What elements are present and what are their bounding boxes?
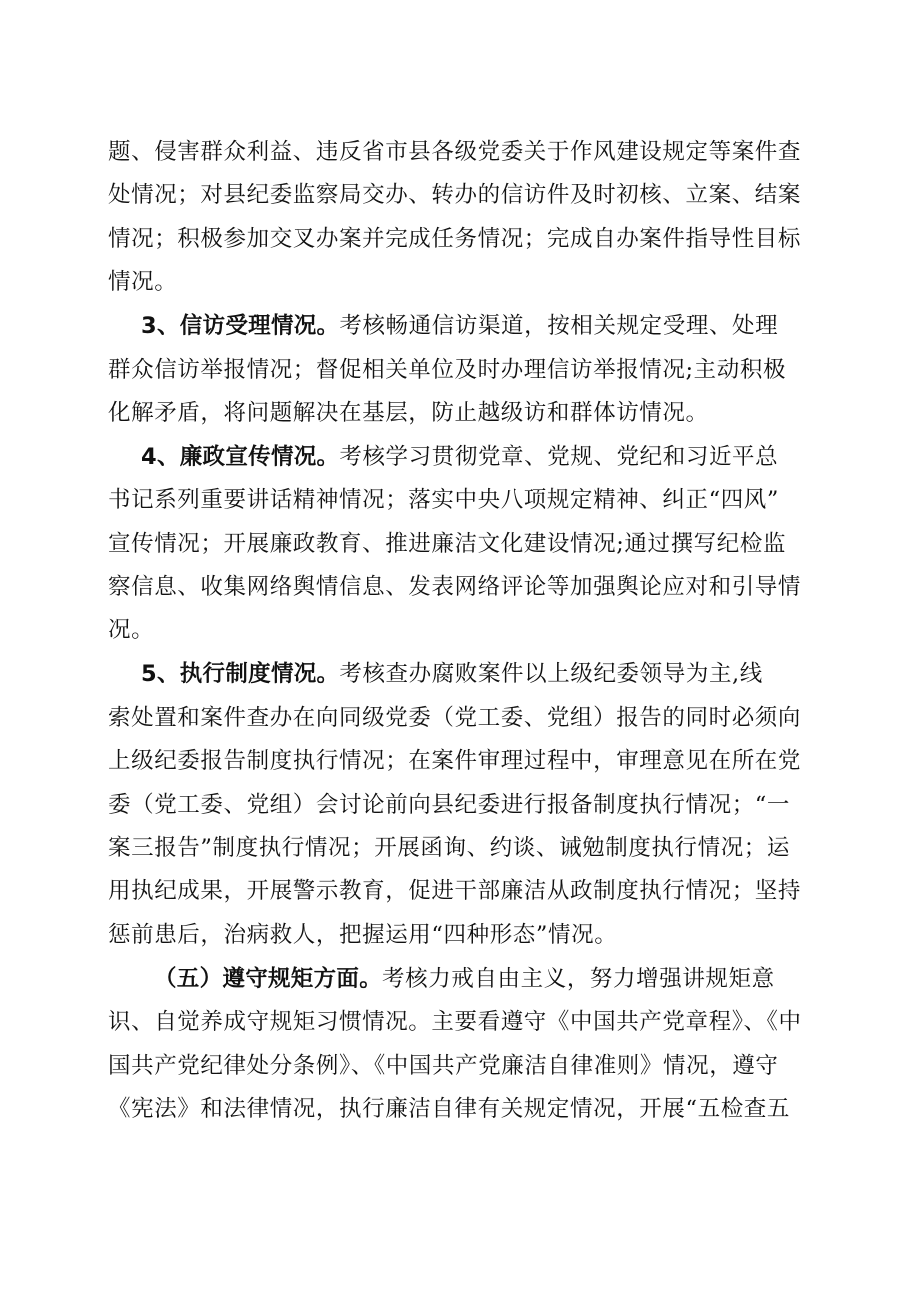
text-line: 惩前患后，治病救人，把握运用“四种形态”情况。 (108, 921, 618, 948)
text-line: 上级纪委报告制度执行情况；在案件审理过程中，审理意见在所在党 (108, 748, 802, 775)
paragraph-case-handling-continued (108, 131, 808, 305)
text-line: 情况。 (108, 269, 178, 296)
text-line: 索处置和案件查办在向同级党委（党工委、党组）报告的同时必须向 (108, 704, 802, 731)
text-line (108, 653, 808, 696)
section-heading: 5、执行制度情况。 (141, 661, 340, 688)
paragraph-petition-handling (108, 305, 808, 435)
text-line (108, 436, 808, 479)
text-line: 情况；积极参加交叉办案并完成任务情况；完成自办案件指导性目标 (108, 225, 802, 252)
section-heading: （五）遵守规矩方面。 (154, 965, 383, 992)
text-line: 宣传情况；开展廉政教育、推进廉洁文化建设情况;通过撰写纪检监 (108, 530, 787, 557)
paragraph-rules-compliance (108, 958, 808, 1132)
text-line: 委（党工委、党组）会讨论前向县纪委进行报备制度执行情况；“一 (108, 791, 791, 818)
text-line: 化解矛盾，将问题解决在基层，防止越级访和群体访情况。 (108, 399, 709, 426)
text-run: 考核畅通信访渠道，按相关规定受理、处理 (339, 313, 779, 340)
text-line: 群众信访举报情况；督促相关单位及时办理信访举报情况;主动积极 (108, 356, 787, 383)
text-line (108, 305, 808, 348)
paragraph-integrity-publicity (108, 436, 808, 653)
text-line: 察信息、收集网络舆情信息、发表网络评论等加强舆论应对和引导情 (108, 574, 802, 601)
section-heading: 3、信访受理情况。 (141, 313, 340, 340)
text-line: 识、自觉养成守规矩习惯情况。主要看遵守《中国共产党章程》、《中 (108, 1009, 802, 1036)
text-line: 国共产党纪律处分条例》、《中国共产党廉洁自律准则》情况，遵守 (108, 1052, 779, 1079)
text-run: 考核力戒自由主义，努力增强讲规矩意 (382, 965, 775, 992)
text-line: 书记系列重要讲话精神情况；落实中央八项规定精神、纠正“四风” (108, 487, 780, 514)
text-line: 处情况；对县纪委监察局交办、转办的信访件及时初核、立案、结案 (108, 182, 802, 209)
text-line: 《宪法》和法律情况，执行廉洁自律有关规定情况，开展“五检查五 (108, 1095, 791, 1122)
document-page (108, 131, 808, 1131)
text-line (108, 958, 808, 1001)
text-line: 案三报告”制度执行情况；开展函询、约谈、诫勉制度执行情况；运 (108, 835, 791, 861)
text-line: 况。 (108, 617, 155, 644)
text-run: 考核查办腐败案件以上级纪委领导为主,线 (339, 661, 763, 688)
text-run: 考核学习贯彻党章、党规、党纪和习近平总 (339, 443, 779, 470)
text-line: 用执纪成果，开展警示教育，促进干部廉洁从政制度执行情况；坚持 (108, 878, 802, 905)
paragraph-system-execution (108, 653, 808, 957)
text-line: 题、侵害群众利益、违反省市县各级党委关于作风建设规定等案件查 (108, 139, 802, 165)
section-heading: 4、廉政宣传情况。 (141, 443, 340, 470)
